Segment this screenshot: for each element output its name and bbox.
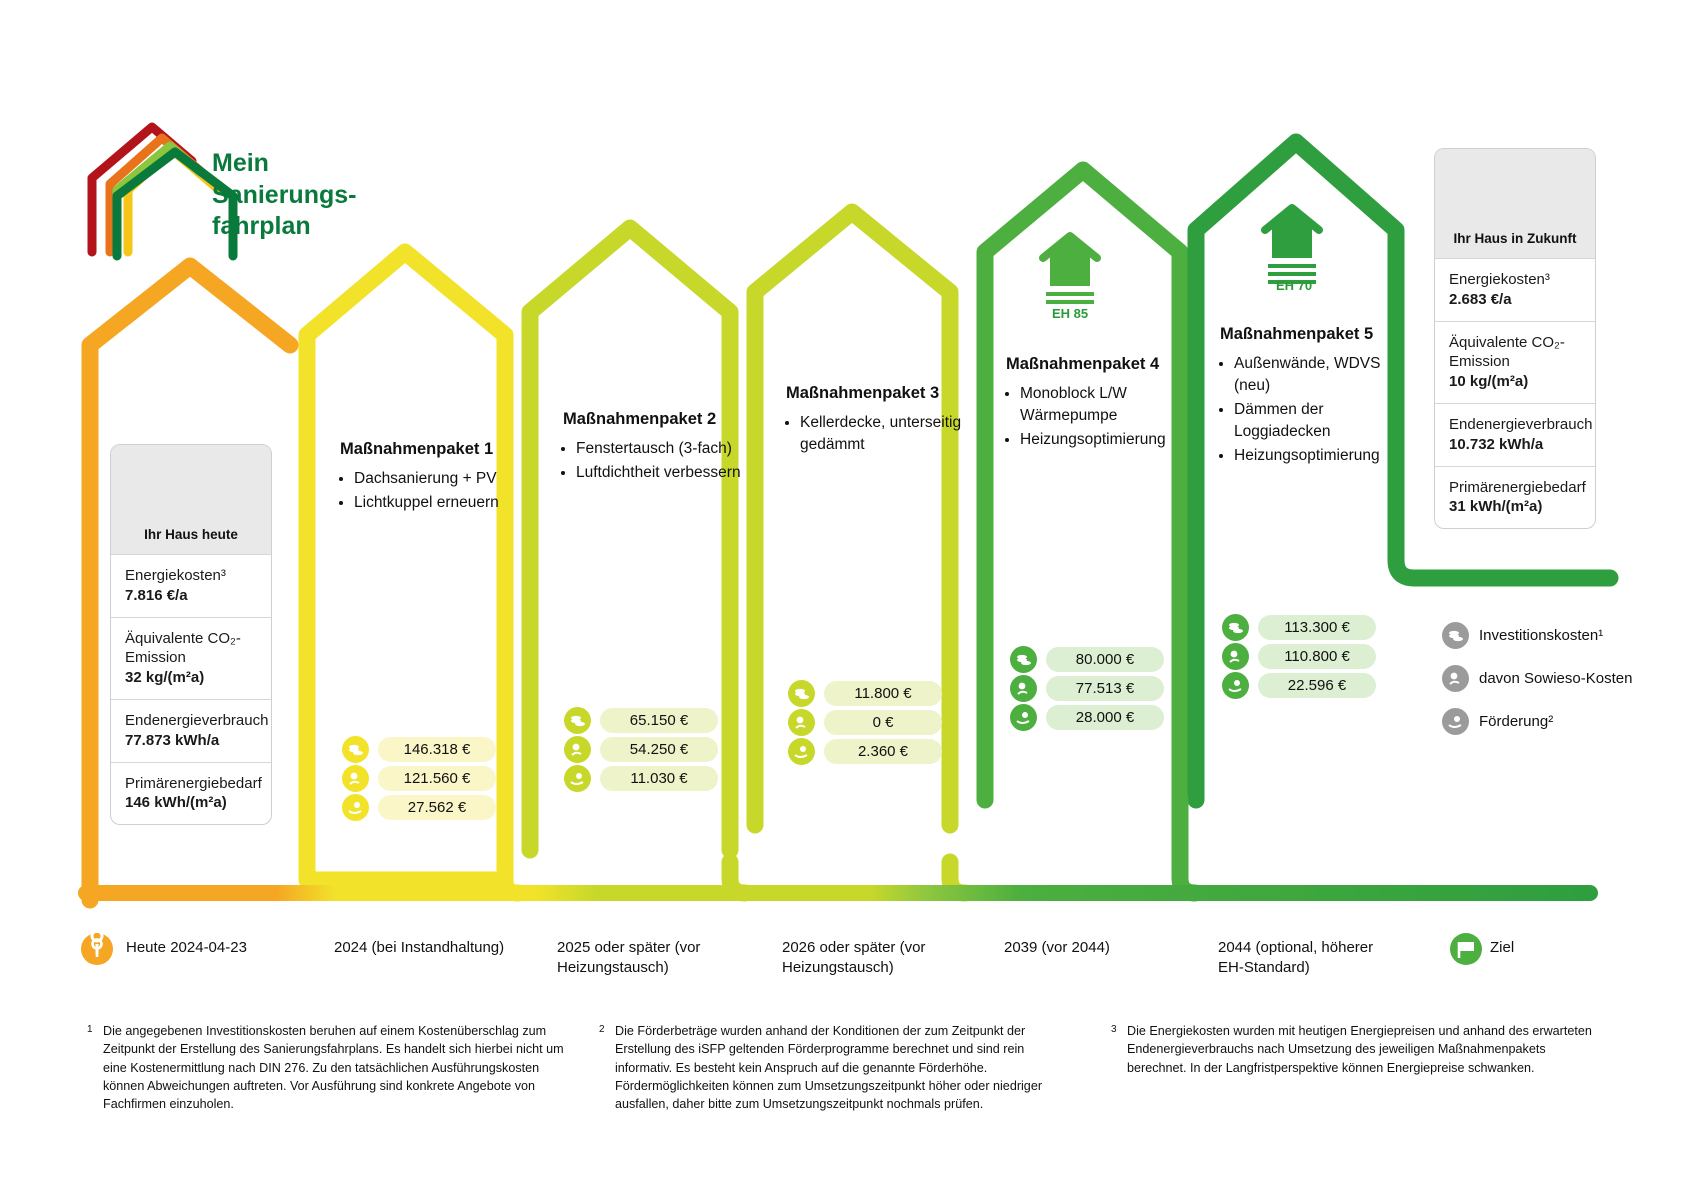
logo-line-1: Mein (212, 149, 269, 177)
package-1-sowieso (342, 765, 496, 792)
coins-icon (1222, 614, 1249, 641)
row-value: 77.873 kWh/a (125, 731, 220, 749)
house-future-title: Ihr Haus in Zukunft (1453, 231, 1577, 246)
logo-line-3: fahrplan (212, 212, 311, 240)
house-future-row-0 (1435, 258, 1595, 321)
package-5-measures (1216, 353, 1402, 469)
row-value: 10.732 kWh/a (1449, 435, 1544, 453)
measure-item: • Lichtkuppel erneuern (354, 492, 534, 514)
legend-item-investitionskosten (1442, 622, 1632, 649)
package-3-foerderung (788, 738, 942, 765)
measure-item: • Heizungsoptimierung (1020, 429, 1180, 451)
package-3-sowieso (788, 709, 942, 736)
logo-house-icon (92, 127, 218, 256)
coins-hand-icon (1010, 675, 1037, 702)
footnote-marker: 1 (87, 1024, 93, 1035)
timeline-label-5: 2044 (optional, höherer EH-Standard) (1218, 939, 1374, 977)
package-2-investment (564, 707, 718, 734)
package-4-investment (1010, 646, 1164, 673)
logo-line-2: Sanierungs- (212, 180, 357, 209)
coins-icon (564, 707, 591, 734)
hand-coin-icon (564, 765, 591, 792)
sowieso-value: 0 € (824, 710, 942, 735)
foerderung-value: 11.030 € (600, 766, 718, 791)
investment-value: 65.150 € (600, 708, 718, 733)
house-today-row-0 (111, 554, 271, 617)
footnote-text: Die Energiekosten wurden mit heutigen Energiepreisen und anhand des erwarteten Endenergieverbrauchs nach Umsetzung des jeweiligen Maßnahmenpakets berechnet. In der Langfristperspektive können Energiepreise schwanken. (1127, 1024, 1592, 1075)
package-1-investment (342, 736, 496, 763)
house-today-row-2 (111, 699, 271, 762)
package-5-eh-standard: EH 70 (1276, 278, 1313, 293)
row-label: Äquivalente CO₂-Emission (1449, 333, 1565, 371)
sowieso-value: 54.250 € (600, 737, 718, 762)
row-value: 10 kg/(m²a) (1449, 373, 1529, 391)
package-4-foerderung (1010, 704, 1164, 731)
timeline-label-today: Heute 2024-04-23 (126, 939, 247, 956)
foerderung-value: 22.596 € (1258, 673, 1376, 698)
package-1-title: Maßnahmenpaket 1 (340, 440, 494, 458)
house-future-card-header (1435, 149, 1595, 258)
sowieso-value: 121.560 € (378, 766, 496, 791)
flag-icon (1450, 933, 1482, 965)
investment-value: 11.800 € (824, 681, 942, 706)
coins-hand-icon (1222, 643, 1249, 670)
house-future-card (1434, 148, 1596, 529)
package-4-title: Maßnahmenpaket 4 (1006, 355, 1160, 373)
coins-icon (1442, 622, 1469, 649)
row-label: Äquivalente CO₂-Emission (125, 629, 241, 667)
legend-item-sowieso (1442, 665, 1632, 692)
package-4-sowieso (1010, 675, 1164, 702)
coins-icon (788, 680, 815, 707)
coins-hand-icon (1442, 665, 1469, 692)
foerderung-value: 2.360 € (824, 739, 942, 764)
legend (1442, 622, 1632, 751)
investment-value: 80.000 € (1046, 647, 1164, 672)
coins-icon (1010, 646, 1037, 673)
package-5-title: Maßnahmenpaket 5 (1220, 325, 1374, 343)
package-5-sowieso (1222, 643, 1376, 670)
measure-item: • Heizungsoptimierung (1234, 445, 1402, 467)
hand-coin-icon (342, 794, 369, 821)
row-value: 146 kWh/(m²a) (125, 794, 227, 812)
house-future-row-2 (1435, 403, 1595, 466)
investment-value: 146.318 € (378, 737, 496, 762)
legend-item-foerderung (1442, 708, 1632, 735)
package-1-measures (336, 468, 534, 516)
package-2-foerderung (564, 765, 718, 792)
measure-item: • Monoblock L/W Wärmepumpe (1020, 383, 1180, 427)
package-1-foerderung (342, 794, 496, 821)
eh85-house-icon (1043, 236, 1097, 304)
row-label: Primärenergiebedarf (125, 774, 262, 792)
row-label: Energiekosten³ (125, 567, 226, 584)
row-label: Primärenergiebedarf (1449, 478, 1586, 496)
package-2-sowieso (564, 736, 718, 763)
measure-item: • Fenstertausch (3-fach) (576, 438, 744, 460)
coins-icon (342, 736, 369, 763)
measure-item: • Luftdichtheit verbessern (576, 462, 744, 484)
measure-item: • Dämmen der Loggiadecken (1234, 399, 1402, 443)
package-3-investment (788, 680, 942, 707)
measure-item: • Dachsanierung + PV (354, 468, 534, 490)
hand-coin-icon (1222, 672, 1249, 699)
row-label: Energiekosten³ (1449, 271, 1550, 288)
coins-hand-icon (564, 736, 591, 763)
row-value: 7.816 €/a (125, 586, 188, 604)
package-4-eh-standard: EH 85 (1052, 306, 1089, 321)
footnote-marker: 3 (1111, 1024, 1117, 1035)
house-future-row-3 (1435, 466, 1595, 529)
house-today-row-3 (111, 762, 271, 825)
row-value: 32 kg/(m²a) (125, 669, 205, 687)
step-1-base (307, 870, 500, 880)
house-today-card-header (111, 445, 271, 554)
coins-hand-icon (342, 765, 369, 792)
footnote-text: Die Förderbeträge wurden anhand der Konditionen der zum Zeitpunkt der Erstellung des iSFP geltenden Förderprogramme berechnet und sind rein informativ. Es besteht kein Anspruch auf die genannte Förderhöhe. Fördermöglichkeiten können zum Umsetzungszeitpunkt höher oder niedriger ausfallen, daher bitte zum Umsetzungszeitpunkt nochmals prüfen. (615, 1024, 1043, 1111)
pin-icon (81, 931, 113, 965)
package-4-measures (1002, 383, 1180, 453)
footnote-2 (599, 1022, 1077, 1113)
package-3-measures (782, 412, 970, 458)
footnote-1 (87, 1022, 575, 1113)
row-label: Endenergieverbrauch (125, 711, 269, 729)
hand-coin-icon (1010, 704, 1037, 731)
foerderung-value: 28.000 € (1046, 705, 1164, 730)
footnote-marker: 2 (599, 1024, 605, 1035)
row-value: 31 kWh/(m²a) (1449, 498, 1543, 516)
package-5-foerderung (1222, 672, 1376, 699)
package-2-measures (558, 438, 744, 486)
legend-label: Investitionskosten¹ (1479, 627, 1604, 644)
coins-hand-icon (788, 709, 815, 736)
eh70-house-icon (1265, 208, 1319, 284)
investment-value: 113.300 € (1258, 615, 1376, 640)
timeline-label-4: 2039 (vor 2044) (1004, 939, 1110, 956)
footnote-text: Die angegebenen Investitionskosten beruhen auf einem Kostenüberschlag zum Zeitpunkt der Erstellung des Sanierungsfahrplans. Es handelt sich hierbei nicht um eine Kostenermittlung nach DIN 276. Zu den tatsächlichen Ausführungskosten können Abweichungen auftreten. Vor Ausführung sind konkrete Angebote von Fachfirmen einzuholen. (103, 1024, 564, 1111)
house-future-row-1 (1435, 321, 1595, 403)
legend-label: davon Sowieso-Kosten (1479, 670, 1633, 687)
foerderung-value: 27.562 € (378, 795, 496, 820)
timeline-label-3: 2026 oder später (vor Heizungstausch) (782, 939, 926, 977)
legend-label: Förderung² (1479, 713, 1554, 730)
measure-item: • Kellerdecke, unterseitig gedämmt (800, 412, 970, 456)
timeline-label-1: 2024 (bei Instandhaltung) (334, 939, 505, 956)
timeline-label-goal: Ziel (1490, 939, 1515, 956)
logo-title (212, 148, 356, 243)
footnote-3 (1111, 1022, 1597, 1077)
package-2-title: Maßnahmenpaket 2 (563, 410, 717, 428)
house-today-card (110, 444, 272, 825)
package-5-investment (1222, 614, 1376, 641)
house-today-row-1 (111, 617, 271, 699)
timeline-label-2: 2025 oder später (vor Heizungstausch) (557, 939, 701, 977)
measure-item: • Außenwände, WDVS (neu) (1234, 353, 1402, 397)
package-3-title: Maßnahmenpaket 3 (786, 384, 940, 402)
sowieso-value: 77.513 € (1046, 676, 1164, 701)
row-label: Endenergieverbrauch (1449, 415, 1593, 433)
hand-coin-icon (788, 738, 815, 765)
hand-coin-icon (1442, 708, 1469, 735)
house-today-title: Ihr Haus heute (144, 527, 238, 542)
timeline-bar (78, 885, 1598, 901)
sowieso-value: 110.800 € (1258, 644, 1376, 669)
row-value: 2.683 €/a (1449, 290, 1512, 308)
